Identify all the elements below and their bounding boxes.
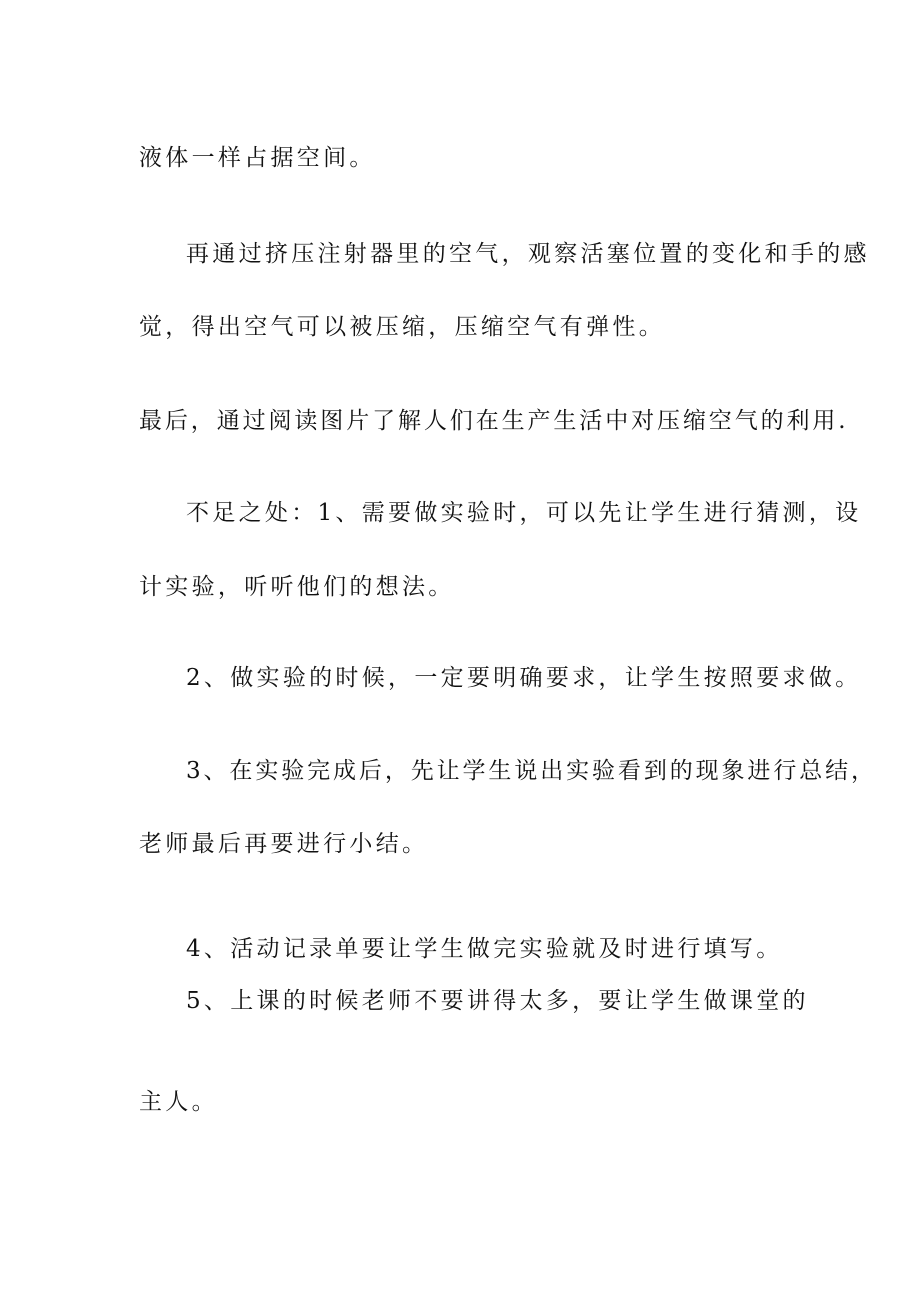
text-line: 再通过挤压注射器里的空气，观察活塞位置的变化和手的感 bbox=[186, 241, 870, 267]
text-line: 3、在实验完成后，先让学生说出实验看到的现象进行总结， bbox=[186, 758, 877, 784]
text-line: 老师最后再要进行小结。 bbox=[139, 831, 429, 857]
text-line: 4、活动记录单要让学生做完实验就及时进行填写。 bbox=[186, 936, 783, 962]
text-line: 5、上课的时候老师不要讲得太多，要让学生做课堂的 bbox=[186, 988, 809, 1014]
text-line: 2、做实验的时候，一定要明确要求，让学生按照要求做。 bbox=[186, 665, 862, 691]
text-line: 计实验，听听他们的想法。 bbox=[139, 574, 455, 600]
text-line: 液体一样占据空间。 bbox=[139, 145, 376, 171]
text-line: 不足之处：1、需要做实验时，可以先让学生进行猜测，设 bbox=[186, 500, 862, 526]
text-line: 主人。 bbox=[139, 1089, 218, 1115]
text-line: 觉，得出空气可以被压缩，压缩空气有弹性。 bbox=[139, 314, 665, 340]
text-line: 最后，通过阅读图片了解人们在生产生活中对压缩空气的利用. bbox=[139, 408, 849, 434]
